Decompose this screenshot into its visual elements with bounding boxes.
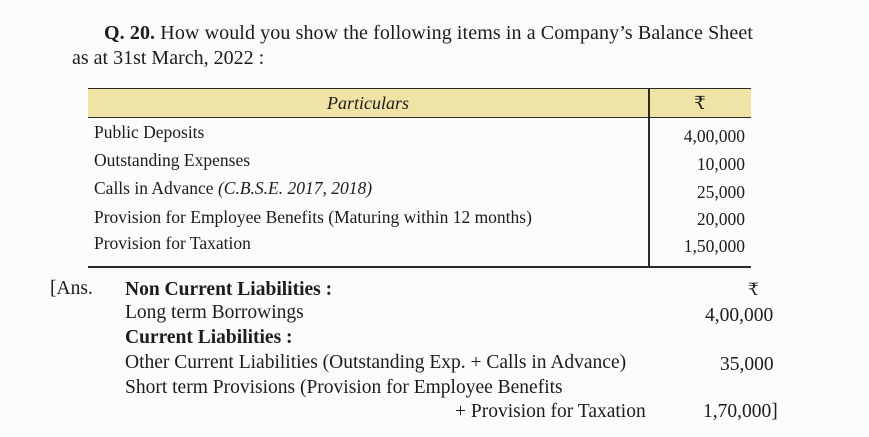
current-heading: Current Liabilities : [125, 327, 293, 348]
table-header [88, 88, 751, 118]
table-row-amount: 4,00,000 [683, 126, 745, 146]
items-table [88, 88, 751, 268]
answer-prefix: [Ans. [50, 278, 93, 299]
question-line-1 [104, 22, 753, 45]
long-term-amount: 4,00,000 [705, 305, 774, 326]
table-row-label: Public Deposits [94, 122, 205, 142]
table-row-label: Outstanding Expenses [94, 150, 251, 170]
table-row-amount: 10,000 [696, 154, 745, 174]
short-term-amount: 1,70,000] [703, 401, 778, 422]
other-current-label: Other Current Liabilities (Outstanding Exp. + Calls in Advance) [125, 352, 627, 373]
question-number: Q. 20. [104, 22, 156, 44]
header-amount: ₹ [694, 93, 706, 113]
header-particulars: Particulars [326, 93, 409, 113]
question-line-2: as at 31st March, 2022 : [72, 47, 265, 69]
short-term-label-2: + Provision for Taxation [455, 401, 646, 422]
table-row-label: Provision for Employee Benefits (Maturing within 12 months) [94, 207, 532, 227]
question-text: How would you show the following items in a Company’s Balance Sheet [160, 22, 754, 44]
table-row-label [94, 178, 372, 199]
answer-rupee-symbol: ₹ [748, 280, 759, 299]
row-label-note: (C.B.S.E. 2017, 2018) [217, 178, 373, 198]
table-row-amount: 1,50,000 [683, 236, 745, 256]
non-current-heading: Non Current Liabilities : [125, 279, 333, 300]
long-term-label: Long term Borrowings [125, 302, 304, 323]
table-row-amount: 20,000 [696, 209, 745, 229]
table-row-amount: 25,000 [696, 182, 745, 202]
table-row-label: Provision for Taxation [94, 233, 251, 253]
row-label-text: Calls in Advance [94, 178, 218, 198]
other-current-amount: 35,000 [720, 354, 774, 375]
short-term-label-1: Short term Provisions (Provision for Employee Benefits [125, 377, 563, 398]
column-divider [648, 88, 650, 266]
